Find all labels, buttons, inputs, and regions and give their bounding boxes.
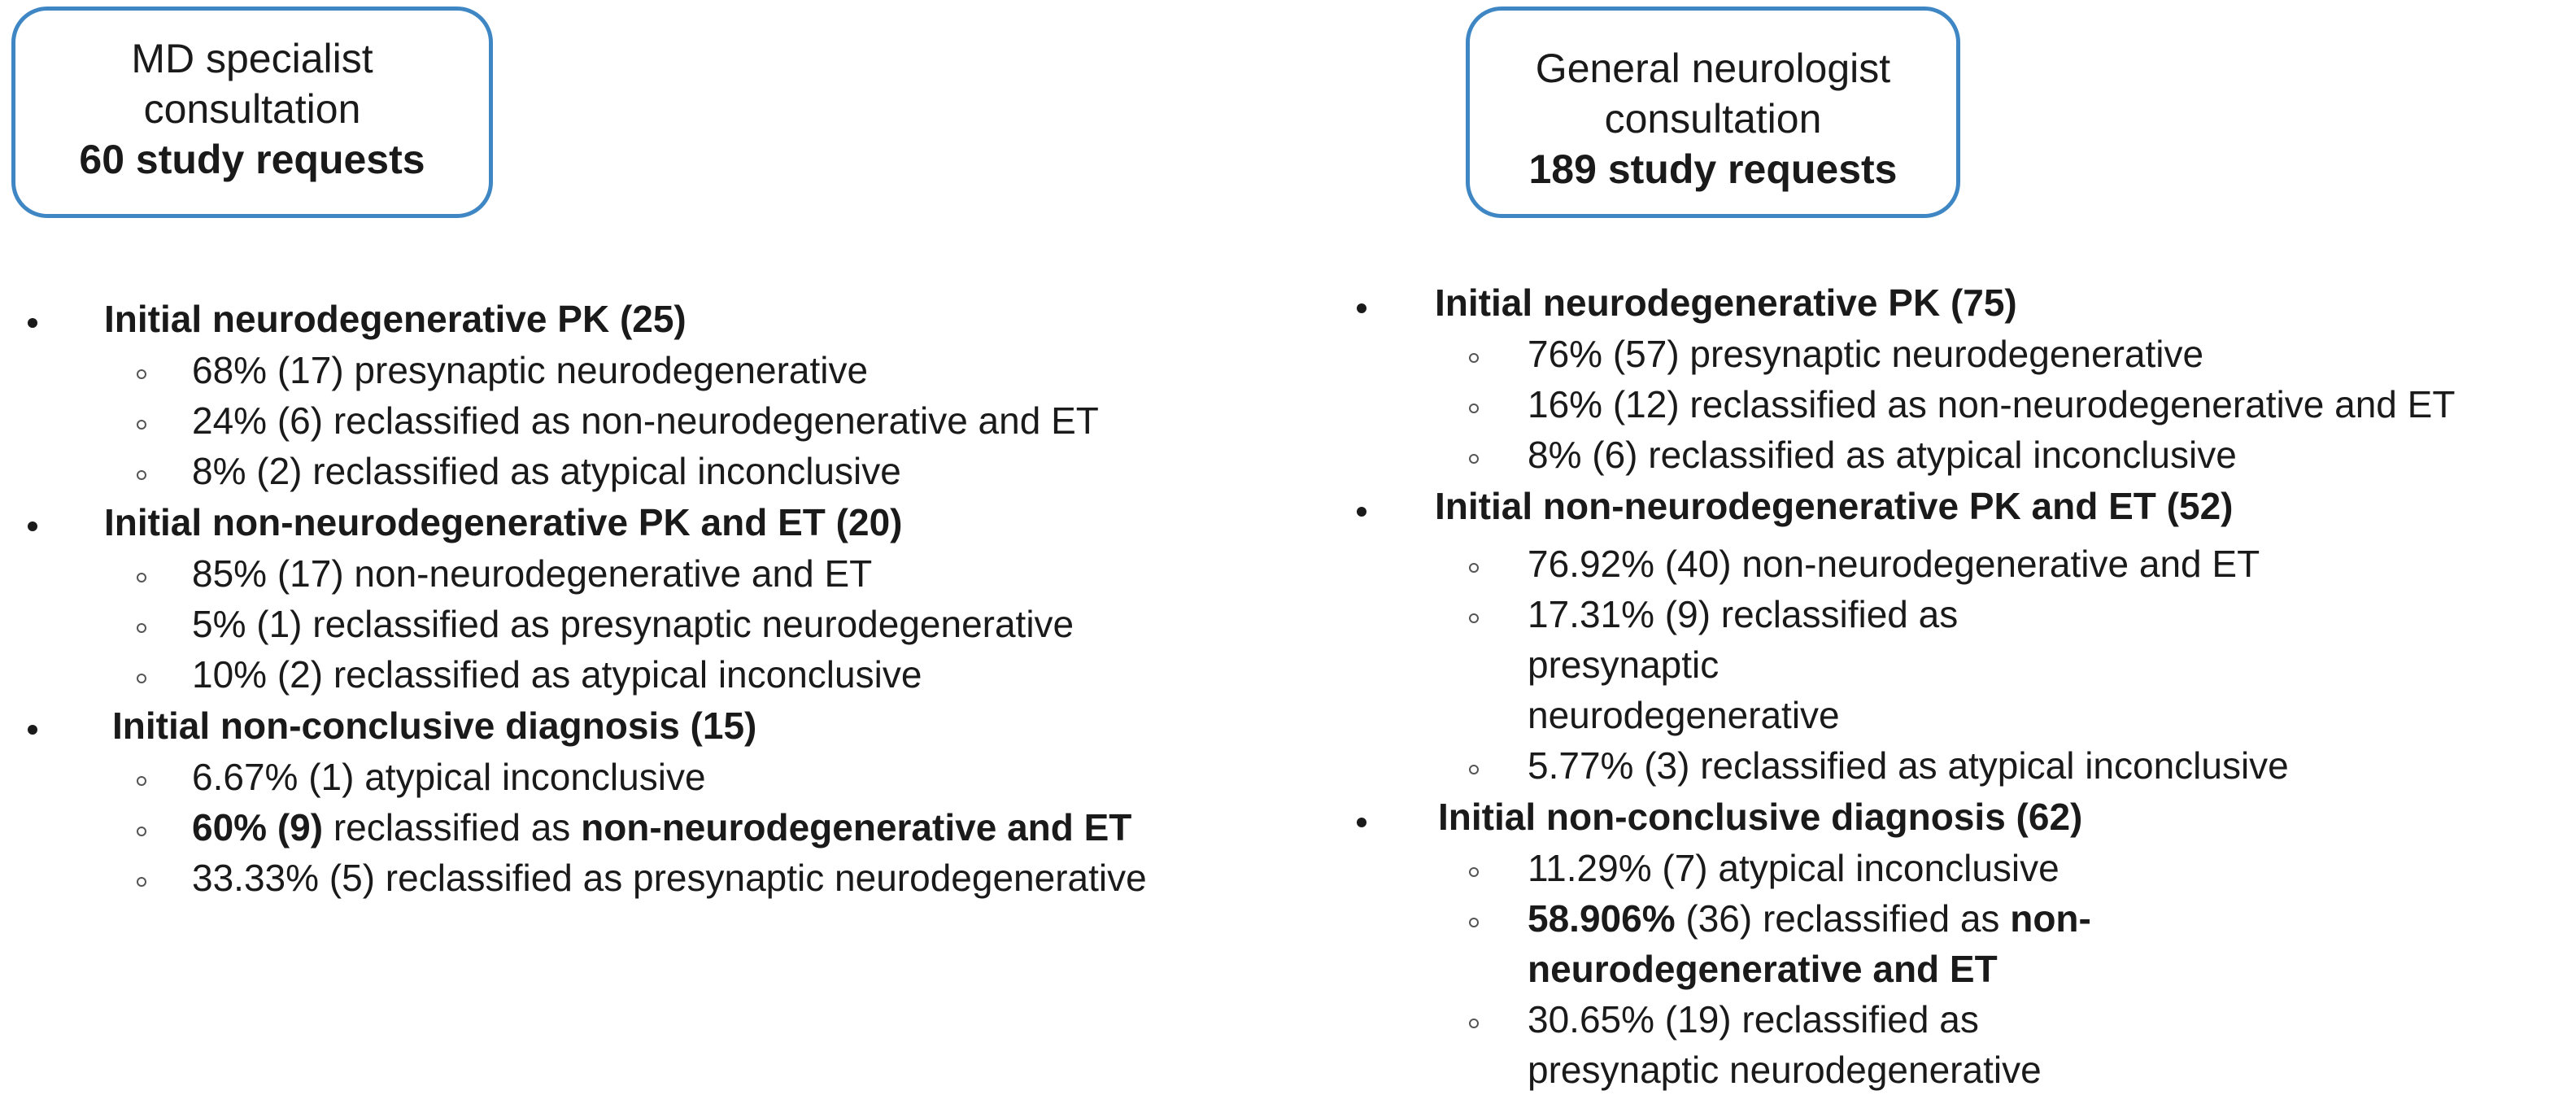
group-heading: Initial non-neurodegenerative PK and ET (52) [1334,480,2576,532]
general-neurologist-list [1334,277,2576,1095]
circle-bullet-icon [137,573,146,582]
list-item: 60% (9) reclassified as non-neurodegenerative and ET [0,802,1318,853]
circle-bullet-icon [137,623,146,633]
box-line-1: MD specialist [131,36,373,81]
circle-bullet-icon [1469,1019,1479,1028]
general-neurologist-box [1466,7,1960,218]
list-item: 8% (2) reclassified as atypical inconclusive [0,446,1318,496]
list-item: 8% (6) reclassified as atypical inconclusive [1334,430,2576,480]
list-item: 16% (12) reclassified as non-neurodegenerative and ET [1334,379,2576,430]
list-item: 58.906% (36) reclassified as non-neurodegenerative and ET [1334,893,2349,994]
list-item: 5% (1) reclassified as presynaptic neurodegenerative [0,599,1318,649]
list-item: 30.65% (19) reclassified as presynaptic neurodegenerative [1334,994,2056,1095]
bullet-icon [1357,818,1366,827]
circle-bullet-icon [1469,613,1479,623]
list-item: 68% (17) presynaptic neurodegenerative [0,345,1318,395]
circle-bullet-icon [137,369,146,379]
box-line-2: consultation [143,86,361,132]
box-line-1: General neurologist [1535,46,1891,91]
list-item: 24% (6) reclassified as non-neurodegenerative and ET [0,395,1318,446]
md-specialist-list [0,293,1318,903]
bullet-icon [28,521,37,531]
circle-bullet-icon [1469,918,1479,927]
bullet-icon [28,318,37,328]
circle-bullet-icon [137,877,146,887]
group-neurodegenerative [0,293,1318,496]
box-requests: 60 study requests [79,137,425,182]
group-heading: Initial neurodegenerative PK (75) [1334,277,2576,329]
circle-bullet-icon [1469,353,1479,363]
list-item: 5.77% (3) reclassified as atypical inconclusive [1334,740,2576,791]
list-item: 11.29% (7) atypical inconclusive [1334,843,2576,893]
circle-bullet-icon [137,776,146,786]
group-heading: Initial non-conclusive diagnosis (15) [0,700,1318,752]
circle-bullet-icon [1469,404,1479,413]
box-requests: 189 study requests [1528,146,1898,192]
list-item: 6.67% (1) atypical inconclusive [0,752,1318,802]
list-item: 33.33% (5) reclassified as presynaptic neurodegenerative [0,853,1318,903]
md-specialist-box [11,7,493,218]
group-heading: Initial non-neurodegenerative PK and ET (20) [0,496,1318,548]
group-heading: Initial neurodegenerative PK (25) [0,293,1318,345]
group-non-neurodegenerative [0,496,1318,700]
bullet-icon [1357,303,1366,313]
group-heading: Initial non-conclusive diagnosis (62) [1334,791,2576,843]
bullet-icon [1357,507,1366,517]
group-neurodegenerative [1334,277,2576,480]
list-item: 17.31% (9) reclassified as presynaptic neurodegenerative [1334,589,2016,740]
circle-bullet-icon [1469,765,1479,774]
circle-bullet-icon [137,420,146,430]
circle-bullet-icon [1469,867,1479,877]
circle-bullet-icon [1469,563,1479,573]
list-item: 76% (57) presynaptic neurodegenerative [1334,329,2576,379]
list-item: 76.92% (40) non-neurodegenerative and ET [1334,539,2576,589]
list-item: 85% (17) non-neurodegenerative and ET [0,548,1318,599]
circle-bullet-icon [137,674,146,683]
group-non-conclusive [0,700,1318,903]
box-line-2: consultation [1604,96,1822,142]
circle-bullet-icon [1469,454,1479,464]
group-non-neurodegenerative [1334,480,2576,791]
circle-bullet-icon [137,470,146,480]
bullet-icon [28,725,37,735]
group-non-conclusive [1334,791,2576,1095]
list-item: 10% (2) reclassified as atypical inconclusive [0,649,1318,700]
circle-bullet-icon [137,827,146,836]
